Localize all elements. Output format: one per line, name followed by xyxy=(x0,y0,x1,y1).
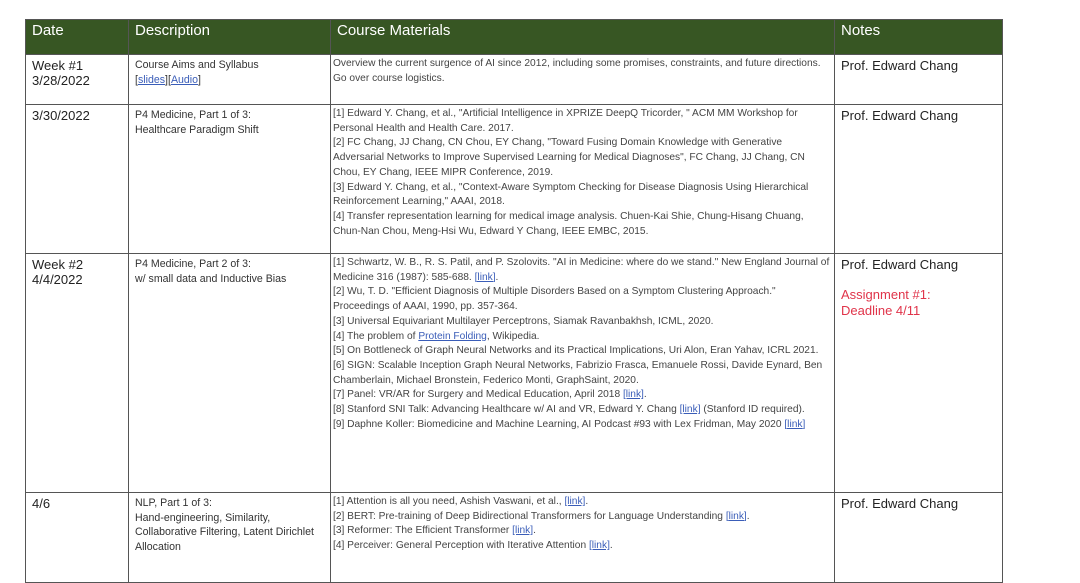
reference-link[interactable]: [link] xyxy=(725,510,747,522)
reference-item: [8] Stanford SNI Talk: Advancing Healthcare w/ AI and VR, Edward Y. Chang [link] (Stanford ID required). xyxy=(333,404,805,416)
date-cell xyxy=(26,55,129,105)
reference-item: [3] Edward Y. Chang, et al., "Context-Aware Symptom Checking for Disease Diagnosis Using Hierarchical Reinforcement Learning," AAAI, 2018. xyxy=(333,181,809,208)
description-subtitle: Healthcare Paradigm Shift xyxy=(135,123,259,136)
reference-item: [4] Perceiver: General Perception with Iterative Attention [link]. xyxy=(333,540,613,552)
date-week: Week #1 xyxy=(32,58,84,73)
header-description: Description xyxy=(129,20,331,55)
notes-cell xyxy=(835,105,1003,254)
description-subtitle: w/ small data and Inductive Bias xyxy=(135,272,287,285)
header-date: Date xyxy=(26,20,129,55)
table-row xyxy=(26,254,1003,493)
materials-cell xyxy=(331,254,835,493)
date-value: 4/4/2022 xyxy=(32,272,83,287)
protein-folding-link[interactable]: Protein Folding xyxy=(418,330,487,342)
reference-link[interactable]: [link] xyxy=(474,271,496,283)
header-row xyxy=(26,20,1003,55)
reference-link[interactable]: [link] xyxy=(784,418,806,430)
reference-item: [5] On Bottleneck of Graph Neural Networks and its Practical Implications, Uri Alon, Eran Yahav, ICRL 2021. xyxy=(333,345,819,357)
reference-item: [6] SIGN: Scalable Inception Graph Neural Networks, Fabrizio Frasca, Emanuele Rossi, Davide Eynard, Ben Chamberlain, Michael Bronstein, Federico Monti, GraphSaint, 2020. xyxy=(333,359,823,386)
reference-item: [4] The problem of Protein Folding, Wikipedia. xyxy=(333,330,540,342)
reference-item: [3] Universal Equivariant Multilayer Perceptrons, Siamak Ravanbakhsh, ICML, 2020. xyxy=(333,315,714,327)
reference-item: [4] Transfer representation learning for medical image analysis. Chuen-Kai Shie, Chung-Hisang Chuang, Chun-Nan Chou, Meng-Hsi Wu, Edward Y Chang, IEEE EMBC, 2015. xyxy=(333,210,804,237)
instructor-note: Prof. Edward Chang xyxy=(841,496,959,511)
table-row xyxy=(26,105,1003,254)
reference-link[interactable]: [link] xyxy=(622,389,644,401)
reference-link[interactable]: [link] xyxy=(564,496,586,507)
table-row xyxy=(26,493,1003,583)
reference-item: [1] Attention is all you need, Ashish Vaswani, et al., [link]. xyxy=(333,496,589,507)
header-notes: Notes xyxy=(835,20,1003,55)
reference-item: [9] Daphne Koller: Biomedicine and Machine Learning, AI Podcast #93 with Lex Fridman, May 2020 [link] xyxy=(333,418,806,430)
instructor-note: Prof. Edward Chang xyxy=(841,257,959,272)
description-title: P4 Medicine, Part 1 of 3: xyxy=(135,109,252,121)
reference-item: [2] FC Chang, JJ Chang, CN Chou, EY Chang, "Toward Fusing Domain Knowledge with Generative Adversarial Networks to Improve Supervised Learning for Medical Diagnoses", FC Chang, JJ Chang, CN Chou, EY Chang, IEEE MIPR Conference, 2019. xyxy=(333,137,805,178)
reference-link[interactable]: [link] xyxy=(588,540,610,552)
assignment-deadline: Deadline 4/11 xyxy=(841,303,921,318)
date-cell xyxy=(26,105,129,254)
syllabus-table xyxy=(25,19,1003,583)
date-week: Week #2 xyxy=(32,257,84,272)
date-cell xyxy=(26,493,129,583)
date-value: 4/6 xyxy=(32,496,51,511)
reference-item: [1] Edward Y. Chang, et al., "Artificial Intelligence in XPRIZE DeepQ Tricorder, " ACM MM Workshop for Personal Health and Health Care. 2017. xyxy=(333,108,798,134)
instructor-note: Prof. Edward Chang xyxy=(841,108,959,123)
reference-item: [2] Wu, T. D. "Efficient Diagnosis of Multiple Disorders Based on a Symptom Clustering Approach." Proceedings of AAAI, 1990, pp. 357-364. xyxy=(333,286,776,313)
description-links: [slides][Audio] xyxy=(135,73,201,86)
reference-item: [1] Schwartz, W. B., R. S. Patil, and P. Szolovits. "AI in Medicine: where do we stand." New England Journal of Medicine 316 (1987): 585-688. [link]. xyxy=(333,257,830,283)
date-cell xyxy=(26,254,129,493)
materials-cell xyxy=(331,105,835,254)
materials-text: Overview the current surgence of AI since 2012, including some promises, constraints, and future directions. Go over course logistics. xyxy=(333,58,821,84)
table-row xyxy=(26,55,1003,105)
reference-item: [2] BERT: Pre-training of Deep Bidirectional Transformers for Language Understanding [link]. xyxy=(333,510,750,522)
notes-cell xyxy=(835,493,1003,583)
assignment-title: Assignment #1: xyxy=(841,287,931,302)
materials-cell xyxy=(331,55,835,105)
materials-cell xyxy=(331,493,835,583)
description-cell xyxy=(129,493,331,583)
reference-link[interactable]: [link] xyxy=(512,525,534,537)
description-subtitle: Hand-engineering, Similarity, Collaborative Filtering, Latent Dirichlet Allocation xyxy=(135,511,314,553)
instructor-note: Prof. Edward Chang xyxy=(841,58,959,73)
description-cell xyxy=(129,254,331,493)
description-title: P4 Medicine, Part 2 of 3: xyxy=(135,258,252,270)
slides-link[interactable]: slides xyxy=(137,73,166,86)
description-cell xyxy=(129,55,331,105)
notes-cell xyxy=(835,254,1003,493)
assignment-note xyxy=(841,287,996,319)
reference-item: [7] Panel: VR/AR for Surgery and Medical Education, April 2018 [link]. xyxy=(333,389,647,401)
header-course-materials: Course Materials xyxy=(331,20,835,55)
description-text: Course Aims and Syllabus xyxy=(135,59,259,71)
description-cell xyxy=(129,105,331,254)
description-title: NLP, Part 1 of 3: xyxy=(135,497,212,509)
reference-item: [3] Reformer: The Efficient Transformer [link]. xyxy=(333,525,536,537)
notes-cell xyxy=(835,55,1003,105)
reference-link[interactable]: [link] xyxy=(679,404,701,416)
date-value: 3/28/2022 xyxy=(32,73,90,88)
audio-link[interactable]: Audio xyxy=(170,73,199,86)
date-value: 3/30/2022 xyxy=(32,108,90,123)
